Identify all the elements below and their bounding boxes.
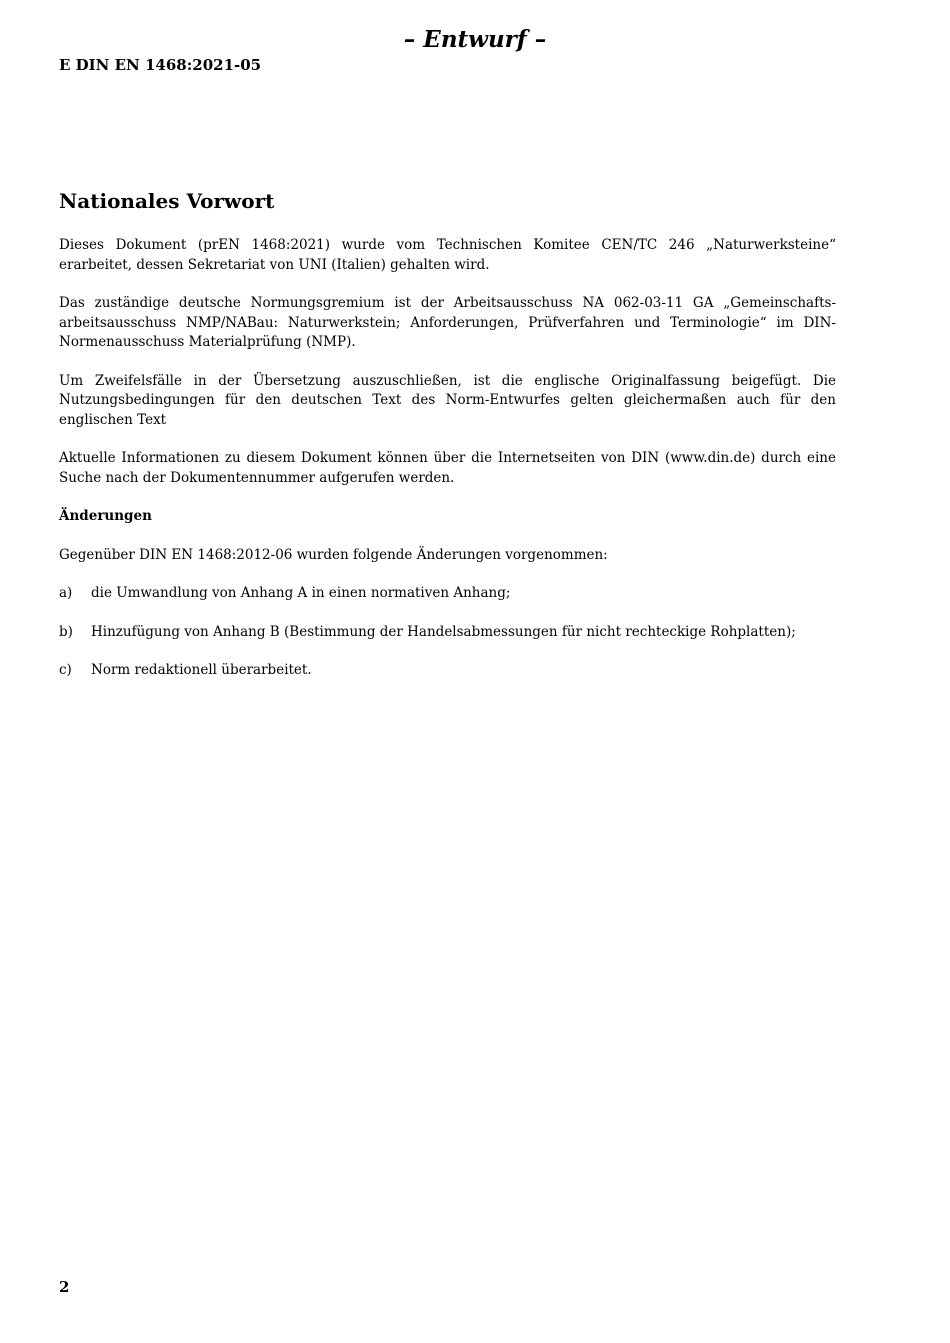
list-text: die Umwandlung von Anhang A in einen normativen Anhang; xyxy=(91,585,511,601)
foreword-section xyxy=(59,186,836,700)
paragraph-translation: Um Zweifelsfälle in der Übersetzung auszuschließen, ist die englische Originalfassung beigefügt. Die Nutzungsbedingungen für den deutschen Text des Norm-Entwurfes gelten gleichermaßen auch für den englischen Text xyxy=(59,372,836,428)
list-marker: a) xyxy=(59,585,73,601)
list-item xyxy=(59,623,836,643)
document-id: E DIN EN 1468:2021-05 xyxy=(59,56,262,74)
draft-watermark: – Entwurf – xyxy=(403,26,547,53)
list-text: Norm redaktionell überarbeitet. xyxy=(91,662,312,678)
list-item xyxy=(59,661,836,681)
page-number: 2 xyxy=(59,1278,70,1296)
list-marker: c) xyxy=(59,662,72,678)
list-text: Hinzufügung von Anhang B (Bestimmung der Handelsabmessungen für nicht rechteckige Rohplatten); xyxy=(91,623,796,640)
list-marker: b) xyxy=(59,623,73,640)
paragraph-information: Aktuelle Informationen zu diesem Dokument können über die Internetseiten von DIN (www.din.de) durch eine Suche nach der Dokumentennummer aufgerufen werden. xyxy=(59,450,836,486)
paragraph-committee: Dieses Dokument (prEN 1468:2021) wurde vom Technischen Komitee CEN/TC 246 „Naturwerksteine“ erarbeitet, dessen Sekretariat von UNI (Italien) gehalten wird. xyxy=(59,237,836,273)
changes-intro: Gegenüber DIN EN 1468:2012-06 wurden folgende Änderungen vorgenommen: xyxy=(59,546,608,563)
changes-heading: Änderungen xyxy=(59,508,152,524)
section-title: Nationales Vorwort xyxy=(59,189,275,213)
list-item xyxy=(59,584,836,604)
paragraph-national-body: Das zuständige deutsche Normungsgremium ist der Arbeitsausschuss NA 062-03-11 GA „Gemeinschafts-arbeitsausschuss NMP/NABau: Naturwerkstein; Anforderungen, Prüfverfahren und Terminologie“ im DIN-Normenausschuss Materialprüfung (NMP). xyxy=(59,295,836,350)
